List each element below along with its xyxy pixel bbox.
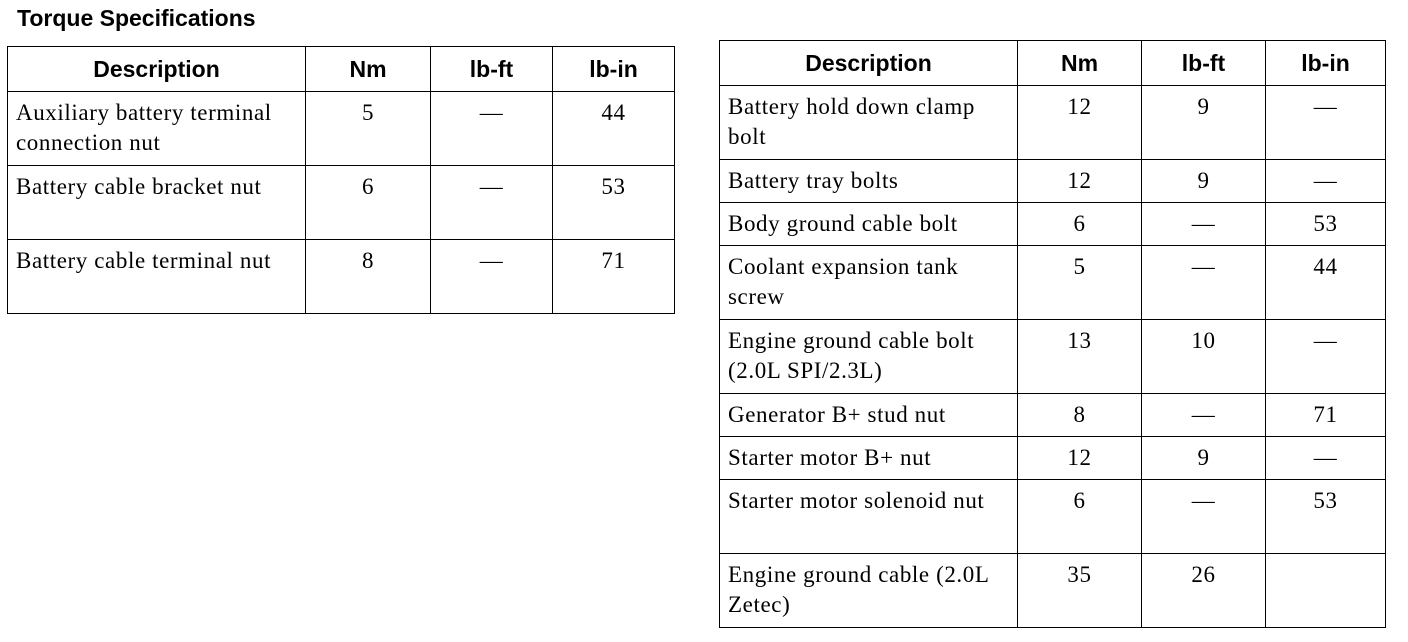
lbin-cell: — bbox=[1266, 160, 1386, 203]
header-row bbox=[8, 47, 675, 92]
description-cell: Starter motor solenoid nut bbox=[720, 480, 1018, 554]
nm-cell: 35 bbox=[1018, 554, 1142, 628]
lbin-cell: 53 bbox=[553, 166, 675, 240]
description-cell: Generator B+ stud nut bbox=[720, 394, 1018, 437]
description-cell: Battery cable bracket nut bbox=[8, 166, 306, 240]
description-cell: Starter motor B+ nut bbox=[720, 437, 1018, 480]
lbft-cell: 9 bbox=[1142, 86, 1266, 160]
column-header-lbft: lb-ft bbox=[1142, 41, 1266, 86]
description-cell: Battery cable terminal nut bbox=[8, 240, 306, 314]
torque-table-right bbox=[719, 40, 1386, 628]
description-cell: Auxiliary battery terminal connection nut bbox=[8, 92, 306, 166]
nm-cell: 5 bbox=[306, 92, 431, 166]
lbin-cell: 53 bbox=[1266, 480, 1386, 554]
header-row bbox=[720, 41, 1386, 86]
table-row bbox=[720, 437, 1386, 480]
nm-cell: 6 bbox=[306, 166, 431, 240]
column-header-lbft: lb-ft bbox=[431, 47, 553, 92]
table-row bbox=[720, 86, 1386, 160]
lbin-cell: — bbox=[1266, 86, 1386, 160]
lbin-cell: 71 bbox=[553, 240, 675, 314]
table-row bbox=[720, 203, 1386, 246]
table-row bbox=[720, 480, 1386, 554]
nm-cell: 13 bbox=[1018, 320, 1142, 394]
lbft-cell: — bbox=[431, 92, 553, 166]
torque-table-left bbox=[7, 46, 675, 314]
page-title: Torque Specifications bbox=[17, 5, 256, 31]
description-cell: Engine ground cable (2.0L Zetec) bbox=[720, 554, 1018, 628]
nm-cell: 6 bbox=[1018, 203, 1142, 246]
lbin-cell: 44 bbox=[553, 92, 675, 166]
lbft-cell: — bbox=[1142, 480, 1266, 554]
nm-cell: 12 bbox=[1018, 86, 1142, 160]
lbin-cell bbox=[1266, 554, 1386, 628]
table-row bbox=[720, 320, 1386, 394]
description-cell: Battery hold down clamp bolt bbox=[720, 86, 1018, 160]
nm-cell: 8 bbox=[1018, 394, 1142, 437]
table-row bbox=[720, 554, 1386, 628]
lbft-cell: — bbox=[1142, 203, 1266, 246]
nm-cell: 12 bbox=[1018, 437, 1142, 480]
lbft-cell: — bbox=[431, 166, 553, 240]
description-cell: Body ground cable bolt bbox=[720, 203, 1018, 246]
description-cell: Battery tray bolts bbox=[720, 160, 1018, 203]
description-cell: Coolant expansion tank screw bbox=[720, 246, 1018, 320]
column-header-description: Description bbox=[8, 47, 306, 92]
table-row bbox=[8, 166, 675, 240]
table-row bbox=[8, 92, 675, 166]
nm-cell: 8 bbox=[306, 240, 431, 314]
lbft-cell: 9 bbox=[1142, 437, 1266, 480]
lbft-cell: 9 bbox=[1142, 160, 1266, 203]
lbin-cell: — bbox=[1266, 320, 1386, 394]
column-header-lbin: lb-in bbox=[1266, 41, 1386, 86]
nm-cell: 12 bbox=[1018, 160, 1142, 203]
table-row bbox=[8, 240, 675, 314]
column-header-nm: Nm bbox=[306, 47, 431, 92]
column-header-nm: Nm bbox=[1018, 41, 1142, 86]
table-row bbox=[720, 246, 1386, 320]
description-cell: Engine ground cable bolt (2.0L SPI/2.3L) bbox=[720, 320, 1018, 394]
nm-cell: 6 bbox=[1018, 480, 1142, 554]
lbft-cell: — bbox=[431, 240, 553, 314]
column-header-description: Description bbox=[720, 41, 1018, 86]
lbft-cell: — bbox=[1142, 394, 1266, 437]
lbft-cell: — bbox=[1142, 246, 1266, 320]
lbft-cell: 26 bbox=[1142, 554, 1266, 628]
nm-cell: 5 bbox=[1018, 246, 1142, 320]
lbft-cell: 10 bbox=[1142, 320, 1266, 394]
column-header-lbin: lb-in bbox=[553, 47, 675, 92]
table-row bbox=[720, 394, 1386, 437]
lbin-cell: 71 bbox=[1266, 394, 1386, 437]
lbin-cell: — bbox=[1266, 437, 1386, 480]
table-row bbox=[720, 160, 1386, 203]
lbin-cell: 53 bbox=[1266, 203, 1386, 246]
lbin-cell: 44 bbox=[1266, 246, 1386, 320]
